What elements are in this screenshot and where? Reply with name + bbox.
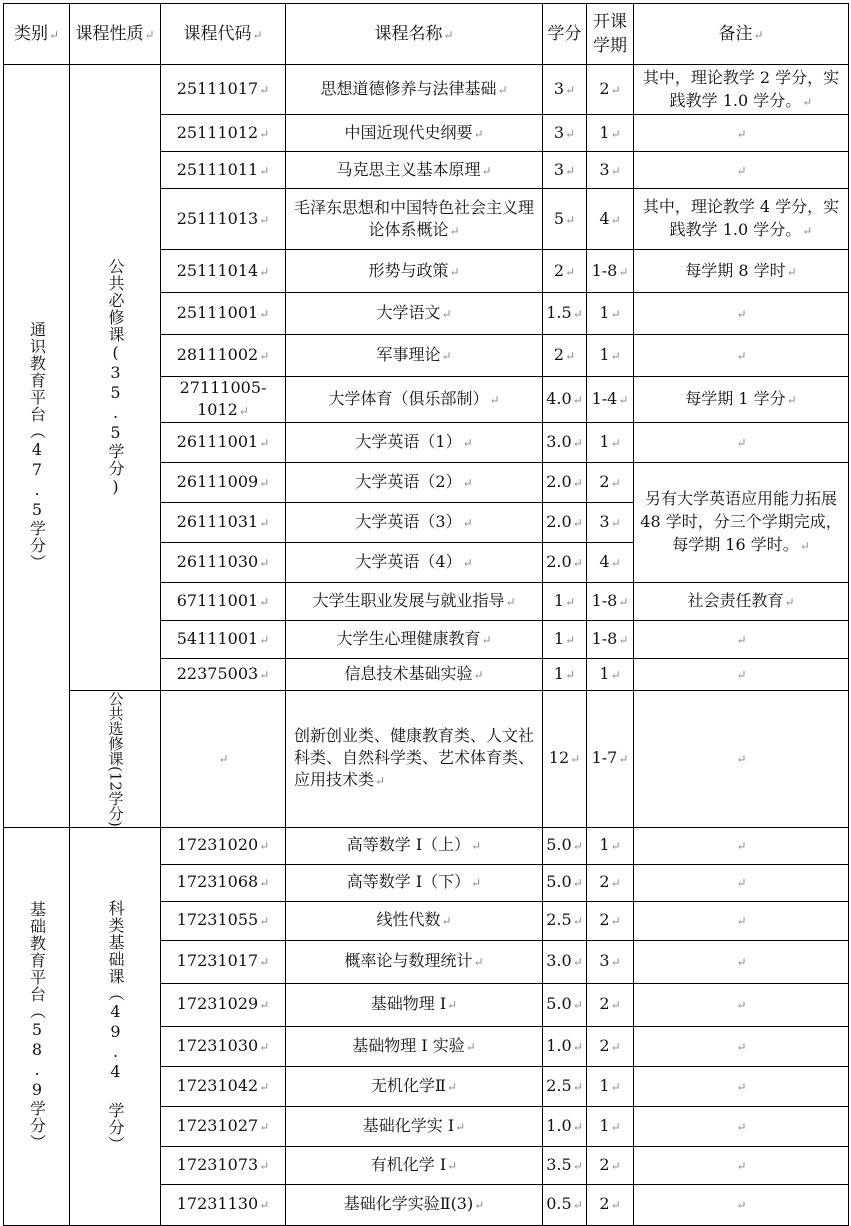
paragraph-mark: ↵ — [259, 264, 270, 279]
paragraph-mark: ↵ — [736, 163, 747, 178]
course-remarks — [634, 1184, 849, 1225]
paragraph-mark: ↵ — [786, 264, 797, 279]
paragraph-mark: ↵ — [610, 668, 621, 682]
course-name: 信息技术基础实验↵ — [286, 659, 543, 691]
paragraph-mark: ↵ — [259, 349, 270, 363]
paragraph-mark: ↵ — [572, 476, 583, 490]
paragraph-mark: ↵ — [565, 264, 576, 279]
paragraph-mark: ↵ — [736, 307, 747, 321]
paragraph-mark: ↵ — [259, 476, 270, 490]
course-name: 高等数学 I（上）↵ — [286, 827, 543, 864]
paragraph-mark: ↵ — [610, 556, 621, 570]
paragraph-mark: ↵ — [565, 126, 576, 141]
course-credit: 1↵ — [543, 659, 587, 691]
curriculum-table — [3, 3, 849, 1226]
paragraph-mark: ↵ — [610, 839, 621, 854]
course-credit: 2.0↵ — [543, 543, 587, 583]
course-term: 3↵ — [587, 503, 634, 543]
paragraph-mark: ↵ — [474, 1198, 485, 1213]
course-term: 1↵ — [587, 1106, 634, 1146]
nature-public-required: 公共必修课(35.5学分) — [70, 65, 161, 691]
paragraph-mark: ↵ — [736, 914, 747, 929]
course-name: 基础化学实 I↵ — [286, 1106, 543, 1146]
course-name: 毛泽东思想和中国特色社会主义理论体系概论↵ — [286, 189, 543, 250]
paragraph-mark: ↵ — [618, 595, 629, 609]
paragraph-mark: ↵ — [610, 212, 621, 227]
course-code: 26111031↵ — [161, 503, 286, 543]
paragraph-mark: ↵ — [610, 163, 621, 178]
course-code: 17231020↵ — [161, 827, 286, 864]
course-remarks: 另有大学英语应用能力拓展 48 学时，分三个学期完成，每学期 16 学时。↵ — [634, 463, 849, 583]
course-remarks — [634, 1106, 849, 1146]
course-code — [161, 691, 286, 828]
course-name: 军事理论↵ — [286, 335, 543, 377]
paragraph-mark: ↵ — [736, 126, 747, 141]
paragraph-mark: ↵ — [259, 83, 270, 97]
course-term: 2↵ — [587, 901, 634, 940]
course-remarks — [634, 152, 849, 189]
header-credit: 学分 — [543, 4, 587, 65]
paragraph-mark: ↵ — [473, 668, 484, 682]
course-code: 25111012↵ — [161, 115, 286, 152]
course-name: 大学语文↵ — [286, 293, 543, 335]
course-remarks: 每学期 1 学分↵ — [634, 377, 849, 423]
paragraph-mark: ↵ — [471, 876, 482, 891]
course-code: 27111005-1012↵ — [161, 377, 286, 423]
paragraph-mark: ↵ — [462, 436, 473, 450]
course-row — [4, 827, 849, 864]
course-name: 无机化学Ⅱ↵ — [286, 1066, 543, 1106]
course-credit: 2↵ — [543, 250, 587, 293]
paragraph-mark: ↵ — [736, 998, 747, 1013]
course-name: 大学英语（1）↵ — [286, 423, 543, 463]
course-credit: 5↵ — [543, 189, 587, 250]
course-credit: 5.0↵ — [543, 827, 587, 864]
paragraph-mark: ↵ — [259, 1119, 270, 1134]
paragraph-mark: ↵ — [259, 556, 270, 570]
course-term: 2↵ — [587, 1146, 634, 1184]
course-row — [4, 65, 849, 115]
course-credit: 3↵ — [543, 65, 587, 115]
course-credit: 2.0↵ — [543, 463, 587, 503]
course-credit: 3↵ — [543, 152, 587, 189]
course-name: 线性代数↵ — [286, 901, 543, 940]
paragraph-mark: ↵ — [455, 1119, 466, 1134]
course-remarks — [634, 621, 849, 659]
paragraph-mark: ↵ — [610, 436, 621, 450]
course-term: 1↵ — [587, 293, 634, 335]
course-term: 1↵ — [587, 1066, 634, 1106]
paragraph-mark: ↵ — [802, 94, 813, 109]
course-remarks — [634, 659, 849, 691]
paragraph-mark: ↵ — [441, 914, 452, 929]
course-name: 大学英语（3）↵ — [286, 503, 543, 543]
course-term: 1-8↵ — [587, 250, 634, 293]
course-name: 马克思主义基本原理↵ — [286, 152, 543, 189]
paragraph-mark: ↵ — [572, 516, 583, 530]
paragraph-mark: ↵ — [473, 126, 484, 141]
course-remarks — [634, 901, 849, 940]
course-code: 67111001↵ — [161, 583, 286, 621]
header-code: 课程代码↵ — [161, 4, 286, 65]
paragraph-mark: ↵ — [259, 1158, 270, 1173]
course-term: 2↵ — [587, 983, 634, 1026]
course-code: 17231030↵ — [161, 1026, 286, 1066]
paragraph-mark: ↵ — [618, 264, 629, 279]
course-term: 4↵ — [587, 543, 634, 583]
course-name: 大学英语（4）↵ — [286, 543, 543, 583]
course-remarks — [634, 293, 849, 335]
paragraph-mark: ↵ — [572, 876, 583, 891]
course-credit: 3↵ — [543, 115, 587, 152]
course-name: 大学生职业发展与就业指导↵ — [286, 583, 543, 621]
paragraph-mark: ↵ — [449, 264, 460, 279]
course-remarks — [634, 1026, 849, 1066]
course-credit: 1.0↵ — [543, 1026, 587, 1066]
paragraph-mark: ↵ — [259, 668, 270, 682]
course-credit: 5.0↵ — [543, 864, 587, 901]
paragraph-mark: ↵ — [736, 668, 747, 682]
header-term: 开课学期 — [587, 4, 634, 65]
course-term: 1↵ — [587, 659, 634, 691]
paragraph-mark: ↵ — [610, 476, 621, 490]
course-code: 17231055↵ — [161, 901, 286, 940]
header-nature: 课程性质↵ — [70, 4, 161, 65]
course-term: 1-8↵ — [587, 621, 634, 659]
paragraph-mark: ↵ — [218, 752, 229, 767]
course-credit: 5.0↵ — [543, 983, 587, 1026]
course-name: 概率论与数理统计↵ — [286, 940, 543, 983]
paragraph-mark: ↵ — [736, 1198, 747, 1213]
paragraph-mark: ↵ — [802, 224, 813, 238]
header-name: 课程名称↵ — [286, 4, 543, 65]
course-name: 形势与政策↵ — [286, 250, 543, 293]
paragraph-mark: ↵ — [259, 516, 270, 530]
paragraph-mark: ↵ — [471, 839, 482, 854]
course-name: 高等数学 I（下）↵ — [286, 864, 543, 901]
paragraph-mark: ↵ — [497, 83, 508, 97]
paragraph-mark: ↵ — [505, 595, 516, 609]
course-credit: 1.5↵ — [543, 293, 587, 335]
paragraph-mark: ↵ — [572, 1039, 583, 1054]
paragraph-mark: ↵ — [572, 1119, 583, 1134]
paragraph-mark: ↵ — [736, 349, 747, 363]
paragraph-mark: ↵ — [259, 163, 270, 178]
paragraph-mark: ↵ — [259, 126, 270, 141]
course-term: 1↵ — [587, 423, 634, 463]
paragraph-mark: ↵ — [736, 1119, 747, 1134]
course-credit: 2.5↵ — [543, 901, 587, 940]
paragraph-mark: ↵ — [462, 556, 473, 570]
course-term: 1-4↵ — [587, 377, 634, 423]
paragraph-mark: ↵ — [462, 476, 473, 490]
course-code: 17231027↵ — [161, 1106, 286, 1146]
paragraph-mark: ↵ — [610, 876, 621, 891]
paragraph-mark: ↵ — [610, 1198, 621, 1213]
course-remarks — [634, 940, 849, 983]
paragraph-mark: ↵ — [736, 839, 747, 854]
category-basic-platform: 基础教育平台（58.9学分） — [4, 827, 70, 1225]
course-name: 基础化学实验Ⅱ(3)↵ — [286, 1184, 543, 1225]
course-remarks — [634, 335, 849, 377]
course-remarks — [634, 423, 849, 463]
paragraph-mark: ↵ — [610, 1158, 621, 1173]
paragraph-mark: ↵ — [473, 955, 484, 970]
course-code: 25111001↵ — [161, 293, 286, 335]
paragraph-mark: ↵ — [259, 876, 270, 891]
course-term: 3↵ — [587, 940, 634, 983]
course-code: 26111009↵ — [161, 463, 286, 503]
paragraph-mark: ↵ — [610, 349, 621, 363]
paragraph-mark: ↵ — [736, 633, 747, 647]
course-term: 1↵ — [587, 827, 634, 864]
paragraph-mark: ↵ — [786, 393, 797, 407]
course-name: 有机化学 I↵ — [286, 1146, 543, 1184]
paragraph-mark: ↵ — [259, 998, 270, 1013]
course-term: 1↵ — [587, 335, 634, 377]
category-general-platform: 通识教育平台（47.5学分） — [4, 65, 70, 828]
paragraph-mark: ↵ — [565, 668, 576, 682]
paragraph-mark: ↵ — [441, 349, 452, 363]
paragraph-mark: ↵ — [610, 998, 621, 1013]
course-code: 28111002↵ — [161, 335, 286, 377]
course-credit: 1.0↵ — [543, 1106, 587, 1146]
paragraph-mark: ↵ — [481, 163, 492, 178]
header-row — [4, 4, 849, 65]
paragraph-mark: ↵ — [618, 633, 629, 647]
course-remarks: 其中，理论教学 2 学分，实践教学 1.0 学分。↵ — [634, 65, 849, 115]
course-term: 2↵ — [587, 1184, 634, 1225]
paragraph-mark: ↵ — [784, 595, 795, 609]
paragraph-mark: ↵ — [449, 223, 460, 238]
course-code: 25111017↵ — [161, 65, 286, 115]
paragraph-mark: ↵ — [610, 1039, 621, 1054]
course-remarks: 社会责任教育↵ — [634, 583, 849, 621]
paragraph-mark: ↵ — [375, 774, 386, 789]
paragraph-mark: ↵ — [465, 1039, 476, 1054]
course-credit: 12↵ — [543, 691, 587, 828]
paragraph-mark: ↵ — [610, 516, 621, 530]
course-code: 17231068↵ — [161, 864, 286, 901]
course-term: 1-8↵ — [587, 583, 634, 621]
course-code: 17231029↵ — [161, 983, 286, 1026]
course-term: 1↵ — [587, 115, 634, 152]
course-remarks — [634, 864, 849, 901]
paragraph-mark: ↵ — [610, 83, 621, 97]
course-code: 25111013↵ — [161, 189, 286, 250]
paragraph-mark: ↵ — [259, 1079, 270, 1094]
course-code: 17231042↵ — [161, 1066, 286, 1106]
paragraph-mark: ↵ — [238, 404, 249, 418]
paragraph-mark: ↵ — [446, 1079, 457, 1094]
paragraph-mark: ↵ — [736, 955, 747, 970]
course-code: 54111001↵ — [161, 621, 286, 659]
paragraph-mark: ↵ — [610, 307, 621, 321]
paragraph-mark: ↵ — [489, 393, 500, 407]
paragraph-mark: ↵ — [441, 307, 452, 321]
course-code: 17231130↵ — [161, 1184, 286, 1225]
course-term: 3↵ — [587, 152, 634, 189]
course-row — [4, 691, 849, 828]
course-term: 2↵ — [587, 65, 634, 115]
course-code: 26111001↵ — [161, 423, 286, 463]
paragraph-mark: ↵ — [610, 955, 621, 970]
paragraph-mark: ↵ — [618, 393, 629, 407]
paragraph-mark: ↵ — [447, 1158, 458, 1173]
nature-public-elective: 公共选修课(12学分) — [70, 691, 161, 828]
paragraph-mark: ↵ — [259, 839, 270, 854]
course-remarks — [634, 827, 849, 864]
paragraph-mark: ↵ — [481, 633, 492, 647]
paragraph-mark: ↵ — [572, 1198, 583, 1213]
paragraph-mark: ↵ — [565, 633, 576, 647]
course-credit: 1↵ — [543, 583, 587, 621]
paragraph-mark: ↵ — [610, 1079, 621, 1094]
course-term: 4↵ — [587, 189, 634, 250]
paragraph-mark: ↵ — [572, 998, 583, 1013]
course-credit: 1↵ — [543, 621, 587, 659]
header-remarks: 备注↵ — [634, 4, 849, 65]
course-credit: 2.0↵ — [543, 503, 587, 543]
course-code: 25111011↵ — [161, 152, 286, 189]
paragraph-mark: ↵ — [572, 914, 583, 929]
paragraph-mark: ↵ — [259, 633, 270, 647]
nature-science-basic: 科类基础课（49.4 学分） — [70, 827, 161, 1225]
course-remarks: 其中，理论教学 4 学分，实践教学 1.0 学分。↵ — [634, 189, 849, 250]
course-name: 大学体育（俱乐部制）↵ — [286, 377, 543, 423]
paragraph-mark: ↵ — [610, 126, 621, 141]
course-credit: 2.5↵ — [543, 1066, 587, 1106]
paragraph-mark: ↵ — [799, 539, 810, 553]
course-remarks — [634, 1146, 849, 1184]
paragraph-mark: ↵ — [565, 349, 576, 363]
paragraph-mark: ↵ — [570, 752, 581, 767]
course-name: 中国近现代史纲要↵ — [286, 115, 543, 152]
paragraph-mark: ↵ — [572, 839, 583, 854]
paragraph-mark: ↵ — [565, 212, 576, 227]
course-name: 思想道德修养与法律基础↵ — [286, 65, 543, 115]
course-name: 大学生心理健康教育↵ — [286, 621, 543, 659]
course-code: 25111014↵ — [161, 250, 286, 293]
paragraph-mark: ↵ — [572, 556, 583, 570]
paragraph-mark: ↵ — [259, 595, 270, 609]
paragraph-mark: ↵ — [259, 1198, 270, 1213]
course-credit: 3.0↵ — [543, 423, 587, 463]
paragraph-mark: ↵ — [259, 955, 270, 970]
course-term: 2↵ — [587, 864, 634, 901]
course-credit: 4.0↵ — [543, 377, 587, 423]
paragraph-mark: ↵ — [572, 1079, 583, 1094]
paragraph-mark: ↵ — [572, 955, 583, 970]
paragraph-mark: ↵ — [610, 914, 621, 929]
paragraph-mark: ↵ — [736, 1158, 747, 1173]
course-credit: 3.0↵ — [543, 940, 587, 983]
paragraph-mark: ↵ — [572, 307, 583, 321]
course-remarks — [634, 1066, 849, 1106]
paragraph-mark: ↵ — [565, 595, 576, 609]
paragraph-mark: ↵ — [618, 752, 629, 767]
paragraph-mark: ↵ — [259, 212, 270, 227]
paragraph-mark: ↵ — [572, 393, 583, 407]
paragraph-mark: ↵ — [259, 1039, 270, 1054]
course-name: 基础物理 I↵ — [286, 983, 543, 1026]
course-credit: 0.5↵ — [543, 1184, 587, 1225]
paragraph-mark: ↵ — [565, 163, 576, 178]
course-remarks: 每学期 8 学时↵ — [634, 250, 849, 293]
course-code: 17231073↵ — [161, 1146, 286, 1184]
course-term: 2↵ — [587, 1026, 634, 1066]
paragraph-mark: ↵ — [462, 516, 473, 530]
paragraph-mark: ↵ — [259, 436, 270, 450]
paragraph-mark: ↵ — [610, 1119, 621, 1134]
paragraph-mark: ↵ — [572, 1158, 583, 1173]
paragraph-mark: ↵ — [259, 307, 270, 321]
course-remarks — [634, 983, 849, 1026]
course-name: 创新创业类、健康教育类、人文社科类、自然科学类、艺术体育类、应用技术类↵ — [286, 691, 543, 828]
course-code: 17231017↵ — [161, 940, 286, 983]
course-code: 22375003↵ — [161, 659, 286, 691]
paragraph-mark: ↵ — [736, 876, 747, 891]
course-credit: 3.5↵ — [543, 1146, 587, 1184]
course-code: 26111030↵ — [161, 543, 286, 583]
course-term: 2↵ — [587, 463, 634, 503]
header-category: 类别↵ — [4, 4, 70, 65]
paragraph-mark: ↵ — [736, 436, 747, 450]
paragraph-mark: ↵ — [259, 914, 270, 929]
paragraph-mark: ↵ — [565, 83, 576, 97]
course-name: 大学英语（2）↵ — [286, 463, 543, 503]
paragraph-mark: ↵ — [736, 752, 747, 767]
course-credit: 2↵ — [543, 335, 587, 377]
course-remarks — [634, 115, 849, 152]
course-remarks — [634, 691, 849, 828]
paragraph-mark: ↵ — [736, 1039, 747, 1054]
course-name: 基础物理 I 实验↵ — [286, 1026, 543, 1066]
paragraph-mark: ↵ — [736, 1079, 747, 1094]
paragraph-mark: ↵ — [572, 436, 583, 450]
course-term: 1-7↵ — [587, 691, 634, 828]
paragraph-mark: ↵ — [447, 998, 458, 1013]
